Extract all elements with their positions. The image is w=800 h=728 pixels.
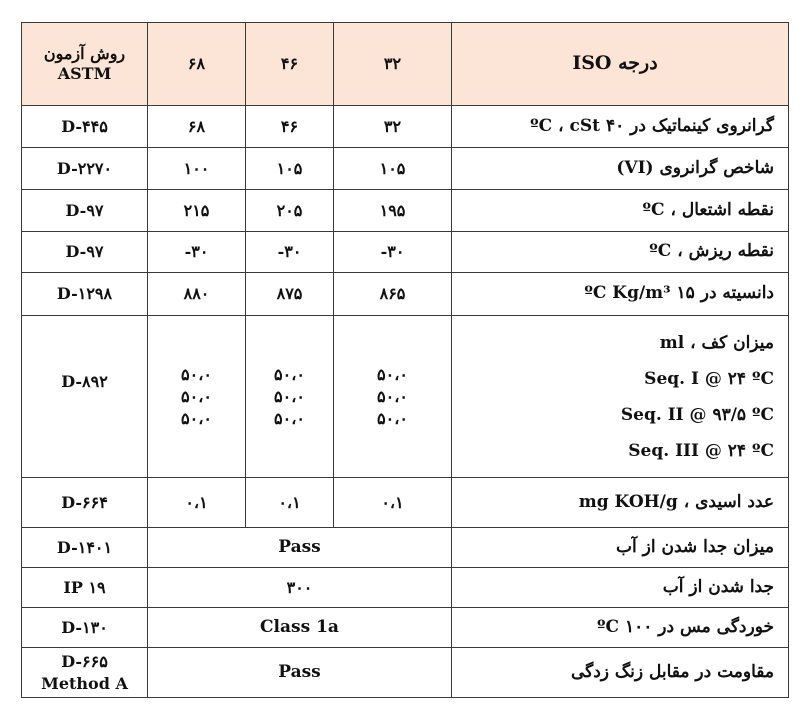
foam-value: ۵۰،۰ <box>274 364 305 384</box>
foam-values-68 <box>148 316 246 478</box>
table-row <box>22 232 789 273</box>
foam-sequence-2: Seq. II @ ۹۳/۵ ºC <box>620 404 774 425</box>
foam-sequence-1: Seq. I @ ۲۴ ºC <box>644 368 774 389</box>
foam-values-32 <box>334 316 452 478</box>
foam-value: ۵۰،۰ <box>181 364 212 384</box>
value-cell: ۶۸ <box>148 106 246 148</box>
value-cell: ۲۰۵ <box>246 190 334 232</box>
table-row <box>22 106 789 148</box>
foam-title: میزان کف ، ml <box>659 332 774 353</box>
table-row <box>22 528 789 568</box>
header-row <box>22 23 789 106</box>
parameter-cell: مقاومت در مقابل زنگ زدگی <box>452 648 789 698</box>
value-cell: -۳۰ <box>246 232 334 273</box>
foam-value: ۵۰،۰ <box>377 408 408 428</box>
value-cell: ۸۸۰ <box>148 273 246 316</box>
value-cell: ۱۰۵ <box>334 148 452 190</box>
value-cell: ۴۶ <box>246 106 334 148</box>
header-grade-46: ۴۶ <box>246 23 334 106</box>
foam-parameter-cell <box>452 316 789 478</box>
header-method-label: روش آزمون <box>43 44 126 63</box>
table-row <box>22 148 789 190</box>
table-row <box>22 568 789 608</box>
merged-value-cell: ۳۰۰ <box>148 568 452 608</box>
value-cell: ۳۲ <box>334 106 452 148</box>
table-row <box>22 648 789 698</box>
oil-specification-table <box>21 22 789 698</box>
parameter-cell: میزان جدا شدن از آب <box>452 528 789 568</box>
method-cell: D-۱۳۰ <box>22 608 148 648</box>
header-method-cell <box>22 23 148 106</box>
value-cell: ۱۹۵ <box>334 190 452 232</box>
parameter-cell: خوردگی مس در ۱۰۰ ºC <box>452 608 789 648</box>
table-row <box>22 478 789 528</box>
value-cell: ۰،۱ <box>334 478 452 528</box>
parameter-cell: نقطه ریزش ، ºC <box>452 232 789 273</box>
value-cell: ۰،۱ <box>246 478 334 528</box>
parameter-cell: عدد اسیدی ، mg KOH/g <box>452 478 789 528</box>
method-cell: D-۲۲۷۰ <box>22 148 148 190</box>
value-cell: ۸۶۵ <box>334 273 452 316</box>
parameter-cell: دانسیته در ۱۵ ºC Kg/m³ <box>452 273 789 316</box>
value-cell: ۱۰۰ <box>148 148 246 190</box>
value-cell: -۳۰ <box>148 232 246 273</box>
method-cell: D-۹۷ <box>22 190 148 232</box>
rust-method-code: D-۶۶۵ <box>61 651 108 671</box>
rust-method-variant: Method A <box>41 673 128 693</box>
parameter-cell: گرانروی کینماتیک در ۴۰ ºC ، cSt <box>452 106 789 148</box>
foam-sequence-3: Seq. III @ ۲۴ ºC <box>628 440 774 461</box>
table-row <box>22 190 789 232</box>
merged-value-cell: Class 1a <box>148 608 452 648</box>
foam-value: ۵۰،۰ <box>181 386 212 406</box>
foam-method-cell: D-۸۹۲ <box>22 316 148 478</box>
method-cell: D-۴۴۵ <box>22 106 148 148</box>
method-cell: D-۶۶۴ <box>22 478 148 528</box>
parameter-cell: شاخص گرانروی (VI) <box>452 148 789 190</box>
method-cell: D-۹۷ <box>22 232 148 273</box>
merged-value-cell: Pass <box>148 648 452 698</box>
header-parameter: درجه ISO <box>452 23 789 106</box>
method-cell <box>22 648 148 698</box>
header-grade-32: ۳۲ <box>334 23 452 106</box>
foam-value: ۵۰،۰ <box>377 364 408 384</box>
value-cell: ۱۰۵ <box>246 148 334 190</box>
value-cell: ۸۷۵ <box>246 273 334 316</box>
foam-values-46 <box>246 316 334 478</box>
method-cell: IP ۱۹ <box>22 568 148 608</box>
merged-value-cell: Pass <box>148 528 452 568</box>
spec-table-container <box>21 22 789 698</box>
header-grade-68: ۶۸ <box>148 23 246 106</box>
value-cell: -۳۰ <box>334 232 452 273</box>
value-cell: ۰،۱ <box>148 478 246 528</box>
foam-value: ۵۰،۰ <box>274 386 305 406</box>
foam-value: ۵۰،۰ <box>274 408 305 428</box>
header-method-standard: ASTM <box>57 64 112 83</box>
foam-value: ۵۰،۰ <box>377 386 408 406</box>
method-cell: D-۱۴۰۱ <box>22 528 148 568</box>
method-cell: D-۱۲۹۸ <box>22 273 148 316</box>
parameter-cell: نقطه اشتعال ، ºC <box>452 190 789 232</box>
foam-row <box>22 316 789 478</box>
parameter-cell: جدا شدن از آب <box>452 568 789 608</box>
foam-value: ۵۰،۰ <box>181 408 212 428</box>
table-row <box>22 608 789 648</box>
value-cell: ۲۱۵ <box>148 190 246 232</box>
table-row <box>22 273 789 316</box>
